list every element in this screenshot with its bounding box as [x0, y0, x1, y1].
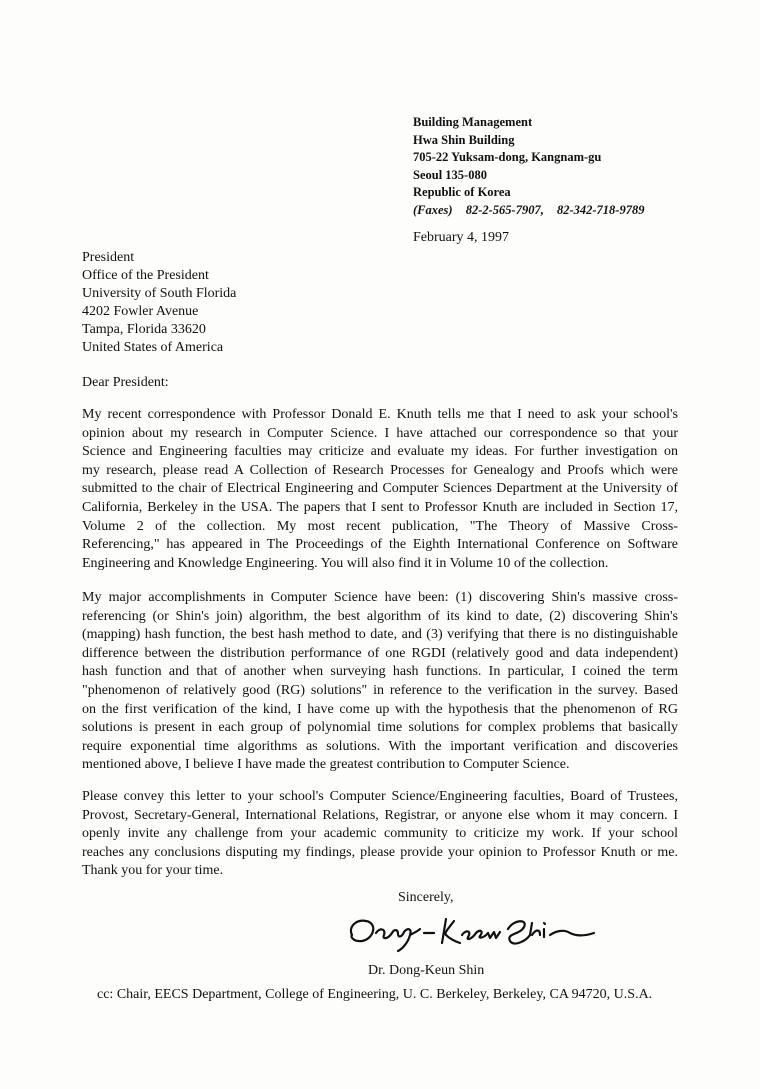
body-paragraph-3: [82, 788, 678, 881]
recipient-line: 4202 Fowler Avenue: [82, 304, 199, 319]
paragraph-line: my research, please read A Collection of Research Processes for Genealogy and Proofs which were: [82, 462, 678, 478]
recipient-line: University of South Florida: [82, 286, 237, 301]
sender-line: Hwa Shin Building: [413, 132, 515, 147]
closing: Sincerely,: [398, 890, 454, 905]
cc-line: cc: Chair, EECS Department, College of Engineering, U. C. Berkeley, Berkeley, CA 94720, U.S.A.: [97, 987, 653, 1002]
letter-date: February 4, 1997: [413, 230, 510, 245]
paragraph-line: openly invite any challenge from your academic community to criticize my work. If your school: [82, 826, 678, 842]
paragraph-line: hash function and that of another when surveying hash functions. In particular, I coined the term: [82, 664, 678, 680]
paragraph-line: Thank you for your time.: [82, 863, 224, 879]
body-paragraph-2: [82, 589, 678, 775]
recipient-line: United States of America: [82, 340, 224, 355]
signer-name: Dr. Dong-Keun Shin: [368, 963, 485, 978]
body-paragraph-1: [82, 406, 678, 573]
paragraph-line: "phenomenon of relatively good (RG) solutions" in reference to the verification in the survey. Based: [82, 682, 678, 698]
paragraph-line: solutions is present in each group of polynomial time solutions for complex problems that basically: [82, 720, 678, 736]
sender-line: 705-22 Yuksam-dong, Kangnam-gu: [413, 150, 602, 164]
recipient-line: Office of the President: [82, 268, 209, 283]
paragraph-line: My major accomplishments in Computer Science have been: (1) discovering Shin's massive cross-: [82, 590, 678, 605]
fax-number: 82-2-565-7907,: [465, 202, 544, 217]
paragraph-line: referencing (or Shin's join) algorithm, the best algorithm of its kind to date, (2) discovering Shin's: [82, 608, 678, 624]
paragraph-line: Engineering and Knowledge Engineering. You will also find it in Volume 10 of the collection.: [82, 555, 609, 571]
paragraph-line: Please convey this letter to your school's Computer Science/Engineering faculties, Board of Trustees,: [82, 789, 678, 804]
salutation: Dear President:: [82, 375, 169, 390]
paragraph-line: My recent correspondence with Professor Donald E. Knuth tells me that I need to ask your school's: [82, 407, 678, 422]
recipient-line: Tampa, Florida 33620: [82, 322, 206, 337]
paragraph-line: opinion about my research in Computer Science. I have attached our correspondence so that your: [82, 425, 678, 441]
paragraph-line: Volume 2 of the collection. My most recent publication, "The Theory of Massive Cross-: [82, 518, 678, 534]
paragraph-line: Provost, Secretary-General, International Relations, Registrar, or anyone else whom it may concern. I: [82, 807, 678, 823]
paragraph-line: difference between the distribution performance of one RGDI (relatively good and data independent): [82, 645, 678, 661]
paragraph-line: Science and Engineering faculties may criticize and evaluate my ideas. For further investigation on: [82, 444, 678, 460]
recipient-address-block: [82, 249, 236, 357]
sender-address-block: [413, 114, 654, 219]
fax-numbers: [413, 202, 654, 220]
paragraph-line: (mapping) hash function, the best hash method to date, and (3) verifying that there is no distinguishable: [82, 627, 678, 643]
paragraph-line: mentioned above, I believe I have made the greatest contribution to Computer Science.: [82, 757, 570, 773]
paragraph-line: on the first verification of the kind, I have come up with the hypothesis that the phenomenon of RG: [82, 701, 678, 717]
recipient-line: President: [82, 250, 135, 265]
fax-number: 82-342-718-9789: [556, 202, 645, 217]
paragraph-line: require exponential time algorithms as solutions. With the important verification and discoveries: [82, 738, 678, 754]
paragraph-line: California, Berkeley in the USA. The papers that I sent to Professor Knuth are included in Section 17,: [82, 499, 678, 515]
paragraph-line: submitted to the chair of Electrical Engineering and Computer Sciences Department at the University of: [82, 481, 678, 497]
sender-line: Building Management: [413, 115, 533, 129]
sender-line: Seoul 135-080: [413, 167, 487, 182]
sender-line: Republic of Korea: [413, 185, 511, 199]
paragraph-line: reaches any conclusions disputing my findings, please provide your opinion to Professor Knuth or me.: [82, 844, 678, 860]
handwritten-signature: [338, 905, 598, 955]
fax-label: (Faxes): [413, 202, 453, 217]
paragraph-line: Referencing," has appeared in The Proceedings of the Eighth International Conference on Software: [82, 537, 678, 553]
